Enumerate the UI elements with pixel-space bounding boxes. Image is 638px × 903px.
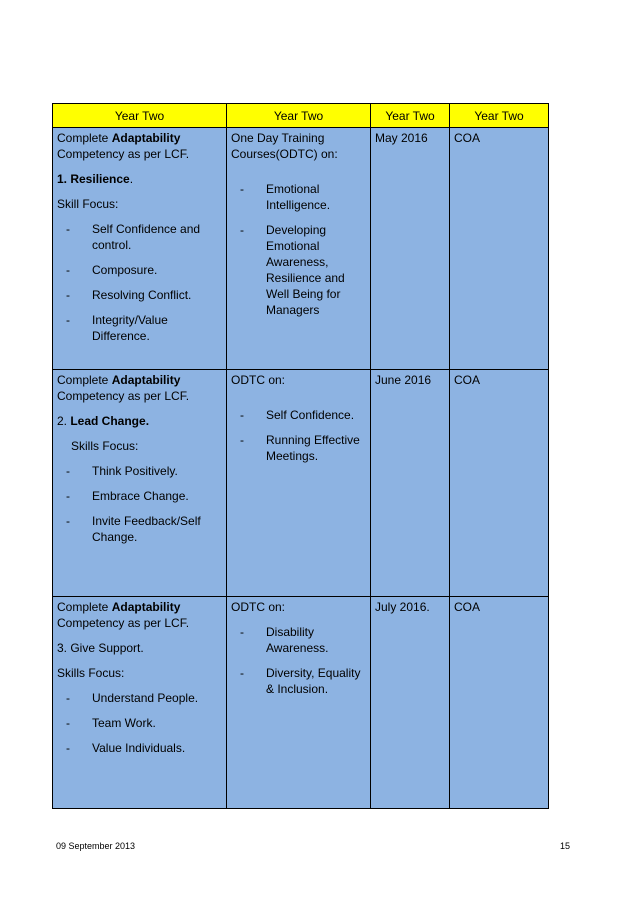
owner-cell: COA [450, 128, 549, 370]
course-intro: ODTC on: [231, 600, 286, 614]
courses-list [231, 624, 365, 697]
competency-text: Complete Adaptability Competency as per LCF. [57, 131, 190, 161]
table-row [53, 128, 549, 370]
list-item: - Disability Awareness. [240, 625, 329, 655]
skills-label: Skills Focus: [71, 439, 139, 453]
skills-list [57, 690, 221, 756]
skills-list [57, 463, 221, 545]
header-cell: Year Two [227, 104, 371, 128]
list-item: - Self Confidence and control. [66, 222, 201, 252]
owner-cell: COA [450, 597, 549, 809]
list-item: - Self Confidence. [240, 408, 355, 422]
owner-cell: COA [450, 370, 549, 597]
skills-label: Skill Focus: [57, 197, 119, 211]
page-number: 15 [559, 841, 570, 851]
list-item: - Composure. [66, 263, 158, 277]
courses-cell [227, 128, 371, 370]
header-cell: Year Two [53, 104, 227, 128]
list-item: - Team Work. [66, 716, 156, 730]
list-item: - Think Positively. [66, 464, 178, 478]
page-footer [56, 841, 570, 851]
header-row [53, 104, 549, 128]
competency-item: 3. Give Support. [57, 641, 144, 655]
list-item: - Running Effective Meetings. [240, 433, 360, 463]
list-item: - Diversity, Equality & Inclusion. [240, 666, 361, 696]
courses-list [231, 181, 365, 318]
courses-cell [227, 597, 371, 809]
training-plan-table [52, 103, 549, 809]
date-cell: July 2016. [371, 597, 450, 809]
list-item: - Value Individuals. [66, 741, 186, 755]
course-intro: One Day Training Courses(ODTC) on: [231, 131, 338, 161]
skills-list [57, 221, 221, 344]
list-item: - Integrity/Value Difference. [66, 313, 168, 343]
header-cell: Year Two [450, 104, 549, 128]
courses-list [231, 407, 365, 464]
table-row [53, 597, 549, 809]
skills-label: Skills Focus: [57, 666, 125, 680]
list-item: - Invite Feedback/Self Change. [66, 514, 201, 544]
competency-cell [53, 128, 227, 370]
list-item: - Emotional Intelligence. [240, 182, 331, 212]
list-item: - Resolving Conflict. [66, 288, 192, 302]
course-intro: ODTC on: [231, 373, 286, 387]
competency-item: 1. Resilience. [57, 172, 134, 186]
competency-cell [53, 370, 227, 597]
list-item: - Developing Emotional Awareness, Resilience and Well Being for Managers [240, 223, 345, 317]
competency-item: 2. Lead Change. [57, 414, 150, 428]
date-cell: June 2016 [371, 370, 450, 597]
courses-cell [227, 370, 371, 597]
date-cell: May 2016 [371, 128, 450, 370]
competency-cell [53, 597, 227, 809]
table-row [53, 370, 549, 597]
list-item: - Embrace Change. [66, 489, 189, 503]
footer-date: 09 September 2013 [56, 841, 136, 851]
competency-text: Complete Adaptability Competency as per LCF. [57, 600, 190, 630]
competency-text: Complete Adaptability Competency as per LCF. [57, 373, 190, 403]
list-item: - Understand People. [66, 691, 199, 705]
header-cell: Year Two [371, 104, 450, 128]
